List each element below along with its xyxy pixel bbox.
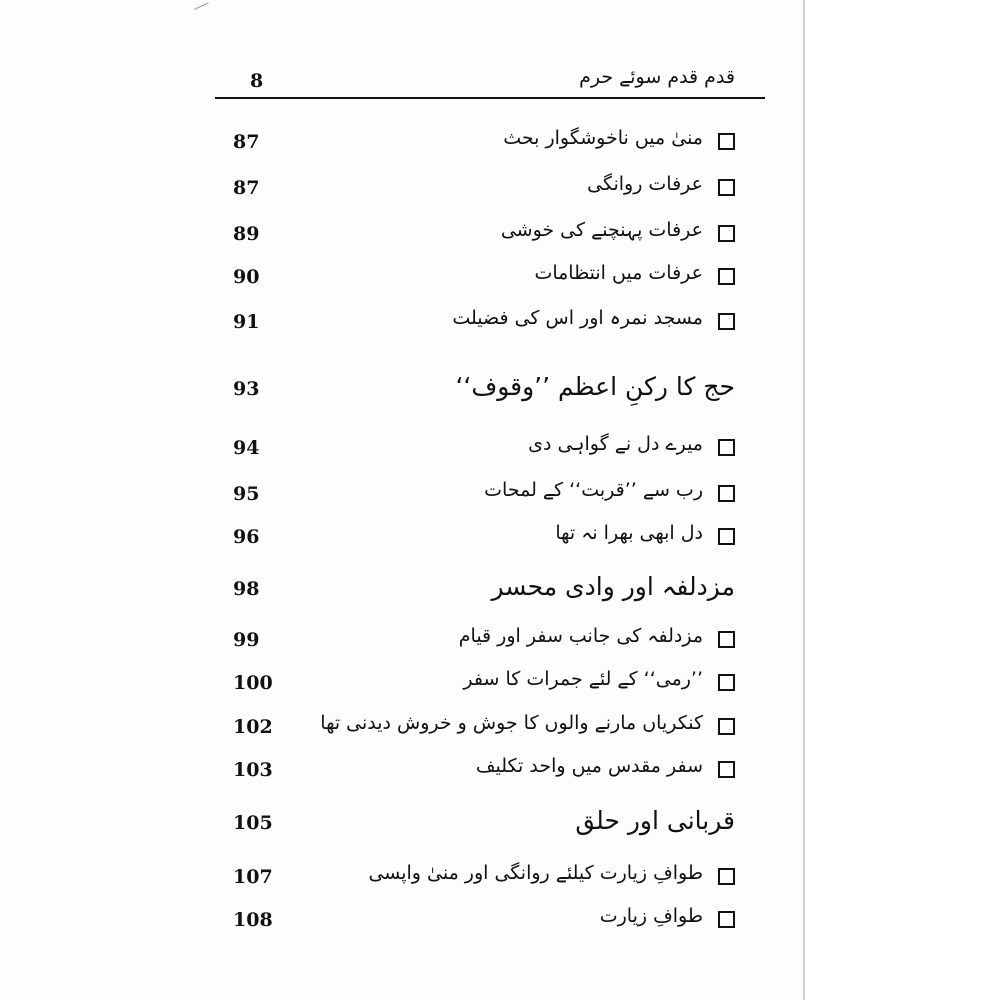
toc-section-title: قربانی اور حلق: [575, 806, 735, 835]
toc-page-number: 87: [233, 131, 260, 153]
toc-item: [215, 217, 735, 253]
toc-page-number: 90: [233, 266, 260, 288]
checkbox-icon: [718, 868, 735, 885]
toc-section: [215, 806, 735, 842]
toc-page-number: 87: [233, 177, 260, 199]
toc-item-title: کنکریاں مارنے والوں کا جوش و خروش دیدنی تھا: [320, 712, 703, 734]
page-header: [215, 66, 765, 96]
toc-section: [215, 372, 735, 408]
toc-item-title: طوافِ زیارت کیلئے روانگی اور منیٰ واپسی: [368, 862, 703, 884]
toc-item: [215, 260, 735, 296]
toc-item: [215, 666, 735, 702]
toc-item-title: عرفات روانگی: [587, 173, 703, 195]
toc-page-number: 105: [233, 812, 273, 834]
checkbox-icon: [718, 485, 735, 502]
toc-item: [215, 477, 735, 513]
toc-item: [215, 305, 735, 341]
toc-item: [215, 520, 735, 556]
checkbox-icon: [718, 268, 735, 285]
toc-item-title: مزدلفہ کی جانب سفر اور قیام: [458, 625, 703, 647]
header-rule: [215, 97, 765, 99]
toc-page-number: 98: [233, 578, 260, 600]
checkbox-icon: [718, 761, 735, 778]
checkbox-icon: [718, 674, 735, 691]
checkbox-icon: [718, 631, 735, 648]
checkbox-icon: [718, 718, 735, 735]
toc-section-title: حج کا رکنِ اعظم ’’وقوف‘‘: [455, 372, 735, 401]
toc-page-number: 108: [233, 909, 273, 931]
toc-page-number: 89: [233, 223, 260, 245]
checkbox-icon: [718, 911, 735, 928]
toc-item: [215, 753, 735, 789]
checkbox-icon: [718, 528, 735, 545]
checkbox-icon: [718, 439, 735, 456]
checkbox-icon: [718, 133, 735, 150]
toc-page-number: 96: [233, 526, 260, 548]
checkbox-icon: [718, 179, 735, 196]
toc-section: [215, 572, 735, 608]
toc-page-number: 91: [233, 311, 260, 333]
toc-page-number: 107: [233, 866, 273, 888]
toc-item-title: میرے دل نے گواہی دی: [528, 433, 703, 455]
header-book-title: قدم قدم سوئے حرم: [579, 66, 735, 88]
toc-item-title: ’’رمی‘‘ کے لئے جمرات کا سفر: [463, 668, 703, 690]
toc-item: [215, 903, 735, 939]
toc-item-title: عرفات پہنچنے کی خوشی: [500, 219, 703, 241]
toc-page-number: 94: [233, 437, 260, 459]
toc-item: [215, 623, 735, 659]
checkbox-icon: [718, 313, 735, 330]
toc-page-number: 93: [233, 378, 260, 400]
page-gutter-line: [803, 0, 805, 1000]
toc-page-number: 102: [233, 716, 273, 738]
checkbox-icon: [718, 225, 735, 242]
toc-page-number: 103: [233, 759, 273, 781]
toc-page-number: 100: [233, 672, 273, 694]
toc-item: [215, 171, 735, 207]
header-page-number: 8: [250, 70, 264, 92]
toc-item-title: مسجد نمرہ اور اس کی فضیلت: [452, 307, 703, 329]
toc-item-title: منیٰ میں ناخوشگوار بحث: [503, 127, 703, 149]
toc-item: [215, 125, 735, 161]
toc-item: [215, 860, 735, 896]
toc-page-number: 99: [233, 629, 260, 651]
toc-page-number: 95: [233, 483, 260, 505]
toc-item-title: دل ابھی بھرا نہ تھا: [555, 522, 703, 544]
toc-item-title: عرفات میں انتظامات: [534, 262, 703, 284]
toc-item-title: رب سے ’’قربت‘‘ کے لمحات: [484, 479, 703, 501]
toc-item: [215, 431, 735, 467]
toc-item-title: سفر مقدس میں واحد تکلیف: [475, 755, 703, 777]
toc-section-title: مزدلفہ اور وادی محسر: [491, 572, 735, 601]
toc-item: [215, 710, 735, 746]
toc-item-title: طوافِ زیارت: [599, 905, 703, 927]
